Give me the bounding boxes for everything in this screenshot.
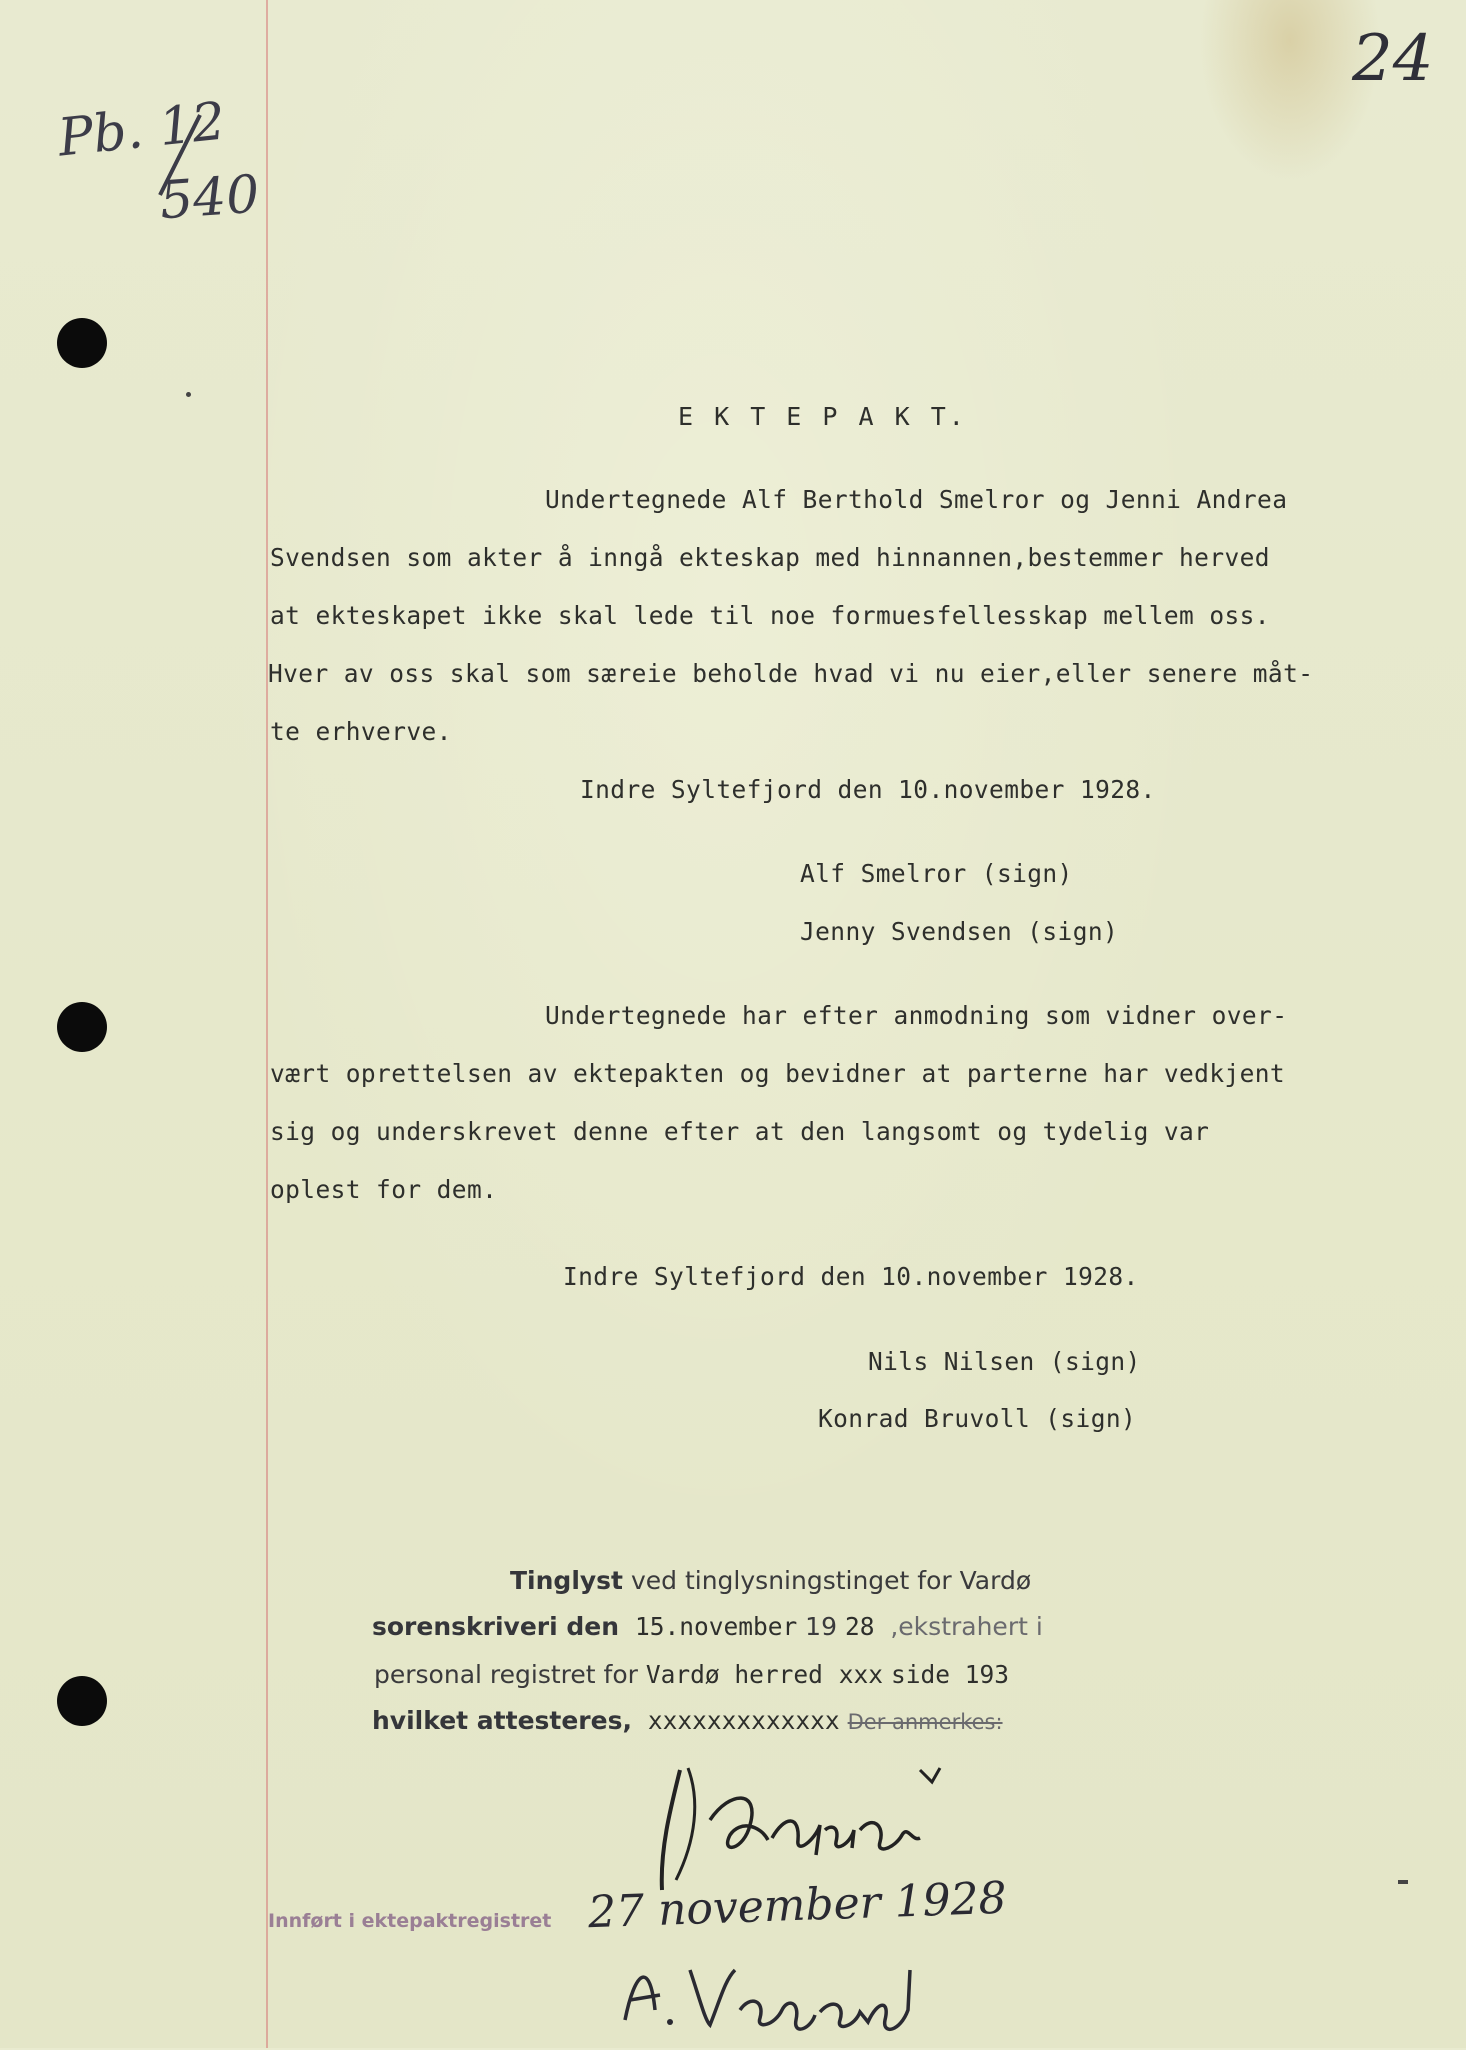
stamp-tinglyst: Tinglyst (510, 1566, 624, 1595)
place-date-2: Indre Syltefjord den 10.november 1928. (563, 1262, 1139, 1291)
paragraph2-line3: sig og underskrevet denne efter at den langsomt og tydelig var (270, 1117, 1210, 1146)
stamp-attesteres: hvilket attesteres, (372, 1706, 632, 1735)
stamp-crossed-out-2: xxxxxxxxxxxxx (647, 1706, 840, 1735)
binder-hole-top (57, 318, 107, 368)
stray-mark-bottom-right (1398, 1880, 1408, 1884)
place-date-1: Indre Syltefjord den 10.november 1928. (580, 775, 1156, 804)
margin-note-line2: 540 (158, 164, 262, 232)
stamp-line1-text: ved tinglysningstinget for Vardø (630, 1566, 1032, 1595)
paragraph1-line3: at ekteskapet ikke skal lede til noe formuesfellesskap mellem oss. (270, 601, 1270, 630)
paragraph2-line1: Undertegnede har efter anmodning som vidner over- (545, 1001, 1288, 1030)
paragraph1-line5: te erhverve. (270, 717, 452, 746)
margin-note-slash (150, 110, 210, 200)
paragraph2-line4: oplest for dem. (270, 1175, 498, 1204)
page-number: 24 (1352, 22, 1434, 96)
paragraph2-line2: vært oprettelsen av ektepakten og bevidner at parterne har vedkjent (270, 1059, 1286, 1088)
stamp-ekstrahert: ,ekstrahert i (890, 1612, 1043, 1641)
paragraph1-line1: Undertegnede Alf Berthold Smelror og Jenni Andrea (545, 485, 1288, 514)
stamp-year: 28 (844, 1612, 875, 1641)
signature-line-1: Alf Smelror (sign) (800, 859, 1073, 888)
witness-signature-2: Konrad Bruvoll (sign) (818, 1404, 1137, 1433)
stamp-place: Vardø herred (645, 1660, 823, 1689)
witness-signature-1: Nils Nilsen (sign) (868, 1347, 1141, 1376)
signature-line-2: Jenny Svendsen (sign) (800, 917, 1119, 946)
register-date: 27 november 1928 (587, 1872, 1008, 1939)
stamp-personal-register: personal registret for (374, 1660, 638, 1689)
paragraph1-line2: Svendsen som akter å inngå ekteskap med hinnannen,bestemmer herved (270, 543, 1270, 572)
document-title: E K T E P A K T. (678, 402, 967, 431)
binder-hole-bottom (57, 1676, 107, 1726)
margin-note-line1: Pb. 12 (55, 91, 229, 169)
stamp-year-prefix: 19 (805, 1612, 837, 1641)
register-stamp: Innført i ektepaktregistret (268, 1910, 552, 1932)
stamp-crossed-out: xxx (838, 1660, 884, 1689)
paragraph1-line4: Hver av oss skal som særeie beholde hvad vi nu eier,eller senere måt- (268, 659, 1314, 688)
register-signature (610, 1940, 930, 2050)
stamp-line-3 (374, 1660, 1009, 1689)
stray-mark (186, 392, 191, 397)
margin-rule (266, 0, 268, 2048)
stamp-line-2 (372, 1612, 1043, 1641)
stamp-anmerkes: Der anmerkes: (847, 1710, 1003, 1734)
binder-hole-middle (57, 1002, 107, 1052)
stamp-sorenskriveri: sorenskriveri den (372, 1612, 620, 1641)
stamp-side: side 193 (891, 1660, 1010, 1689)
stamp-date: 15.november (634, 1612, 798, 1641)
stamp-line-1 (510, 1566, 1031, 1595)
clerk-signature (640, 1730, 960, 1900)
